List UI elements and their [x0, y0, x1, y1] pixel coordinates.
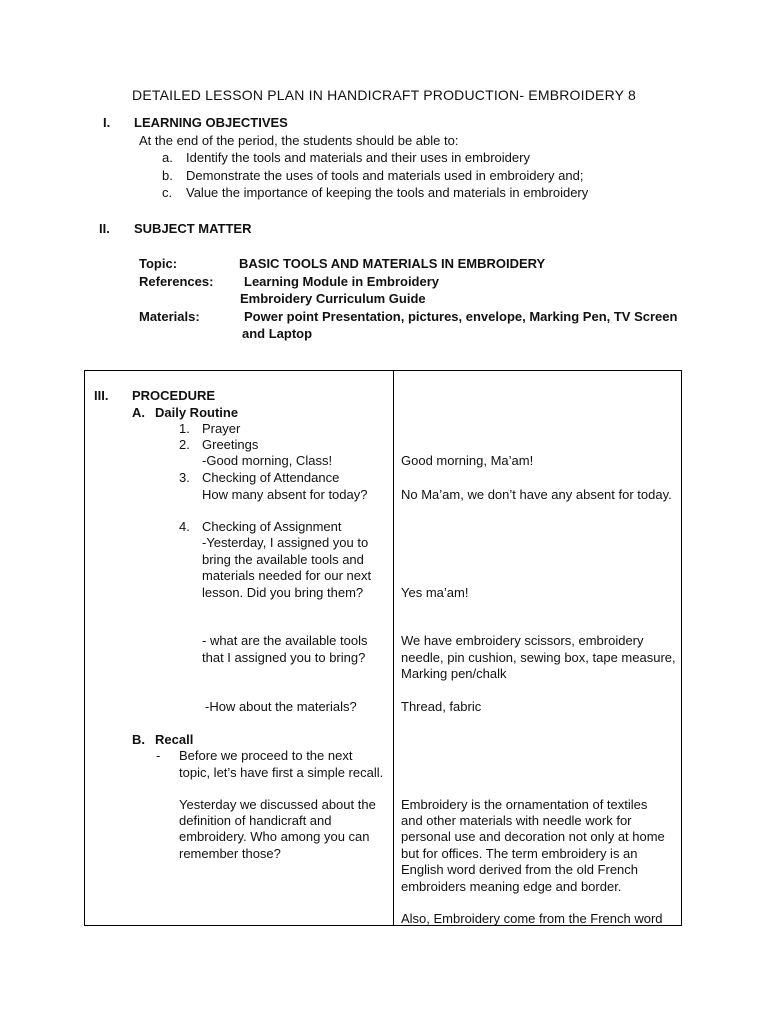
routine-item: Checking of Attendance [202, 470, 340, 485]
page-title: DETAILED LESSON PLAN IN HANDICRAFT PRODUCTION- EMBROIDERY 8 [132, 87, 636, 103]
student-response: Thread, fabric [401, 699, 482, 714]
objective-letter: a. [162, 150, 173, 165]
recall-heading: Recall [155, 732, 194, 747]
topic-label: Topic: [139, 256, 178, 271]
student-response: Yes ma’am! [401, 585, 469, 600]
teacher-line: Yesterday we discussed about the [179, 797, 376, 812]
student-response: needle, pin cushion, sewing box, tape measure, [401, 650, 676, 665]
student-response: Also, Embroidery come from the French word [401, 911, 663, 926]
objective-item: Value the importance of keeping the tools and materials in embroidery [186, 185, 589, 200]
teacher-line: topic, let’s have first a simple recall. [179, 765, 384, 780]
teacher-line: remember those? [179, 846, 281, 861]
reference-item: Learning Module in Embroidery [244, 274, 440, 289]
routine-item: Greetings [202, 437, 259, 452]
routine-item: How many absent for today? [202, 487, 368, 502]
teacher-line: lesson. Did you bring them? [202, 585, 364, 600]
section-numeral-1: I. [103, 115, 111, 130]
teacher-line: materials needed for our next [202, 568, 372, 583]
teacher-line: that I assigned you to bring? [202, 650, 366, 665]
student-response: and other materials with needle work for [401, 813, 632, 828]
materials-value: and Laptop [242, 326, 313, 341]
routine-letter: A. [132, 405, 145, 420]
materials-value: Power point Presentation, pictures, envelope, Marking Pen, TV Screen [244, 309, 678, 324]
teacher-line: -Yesterday, I assigned you to [202, 535, 369, 550]
student-response: but for offices. The term embroidery is an [401, 846, 638, 861]
recall-dash: - [156, 748, 161, 763]
references-label: References: [139, 274, 214, 289]
routine-item: Checking of Assignment [202, 519, 342, 534]
teacher-line: definition of handicraft and [179, 813, 332, 828]
student-response: personal use and decoration not only at home [401, 829, 665, 844]
objective-letter: c. [162, 185, 173, 200]
teacher-line: - what are the available tools [202, 633, 368, 648]
student-response: Good morning, Ma’am! [401, 453, 534, 468]
objectives-heading: LEARNING OBJECTIVES [134, 115, 288, 130]
student-response: No Ma’am, we don’t have any absent for today. [401, 487, 672, 502]
table-column-divider [393, 370, 394, 926]
student-response: English word derived from the old French [401, 862, 639, 877]
section-numeral-2: II. [99, 221, 110, 236]
teacher-line: Before we proceed to the next [179, 748, 353, 763]
student-response: Embroidery is the ornamentation of textiles [401, 797, 648, 812]
routine-item: Prayer [202, 421, 241, 436]
routine-num: 4. [179, 519, 190, 534]
routine-num: 3. [179, 470, 190, 485]
materials-label: Materials: [139, 309, 200, 324]
student-response: We have embroidery scissors, embroidery [401, 633, 644, 648]
teacher-line: embroidery. Who among you can [179, 829, 370, 844]
routine-heading: Daily Routine [155, 405, 239, 420]
reference-item: Embroidery Curriculum Guide [240, 291, 426, 306]
recall-letter: B. [132, 732, 145, 747]
routine-num: 1. [179, 421, 190, 436]
objective-item: Identify the tools and materials and their uses in embroidery [186, 150, 530, 165]
student-response: embroiders meaning edge and border. [401, 879, 622, 894]
objective-letter: b. [162, 168, 173, 183]
teacher-line: -How about the materials? [205, 699, 357, 714]
section-numeral-3: III. [94, 388, 109, 403]
routine-num: 2. [179, 437, 190, 452]
topic-value: BASIC TOOLS AND MATERIALS IN EMBROIDERY [239, 256, 546, 271]
procedure-heading: PROCEDURE [132, 388, 216, 403]
subject-heading: SUBJECT MATTER [134, 221, 252, 236]
student-response: Marking pen/chalk [401, 666, 507, 681]
teacher-line: bring the available tools and [202, 552, 364, 567]
routine-item: -Good morning, Class! [202, 453, 333, 468]
objectives-intro: At the end of the period, the students should be able to: [139, 133, 459, 148]
objective-item: Demonstrate the uses of tools and materials used in embroidery and; [186, 168, 584, 183]
